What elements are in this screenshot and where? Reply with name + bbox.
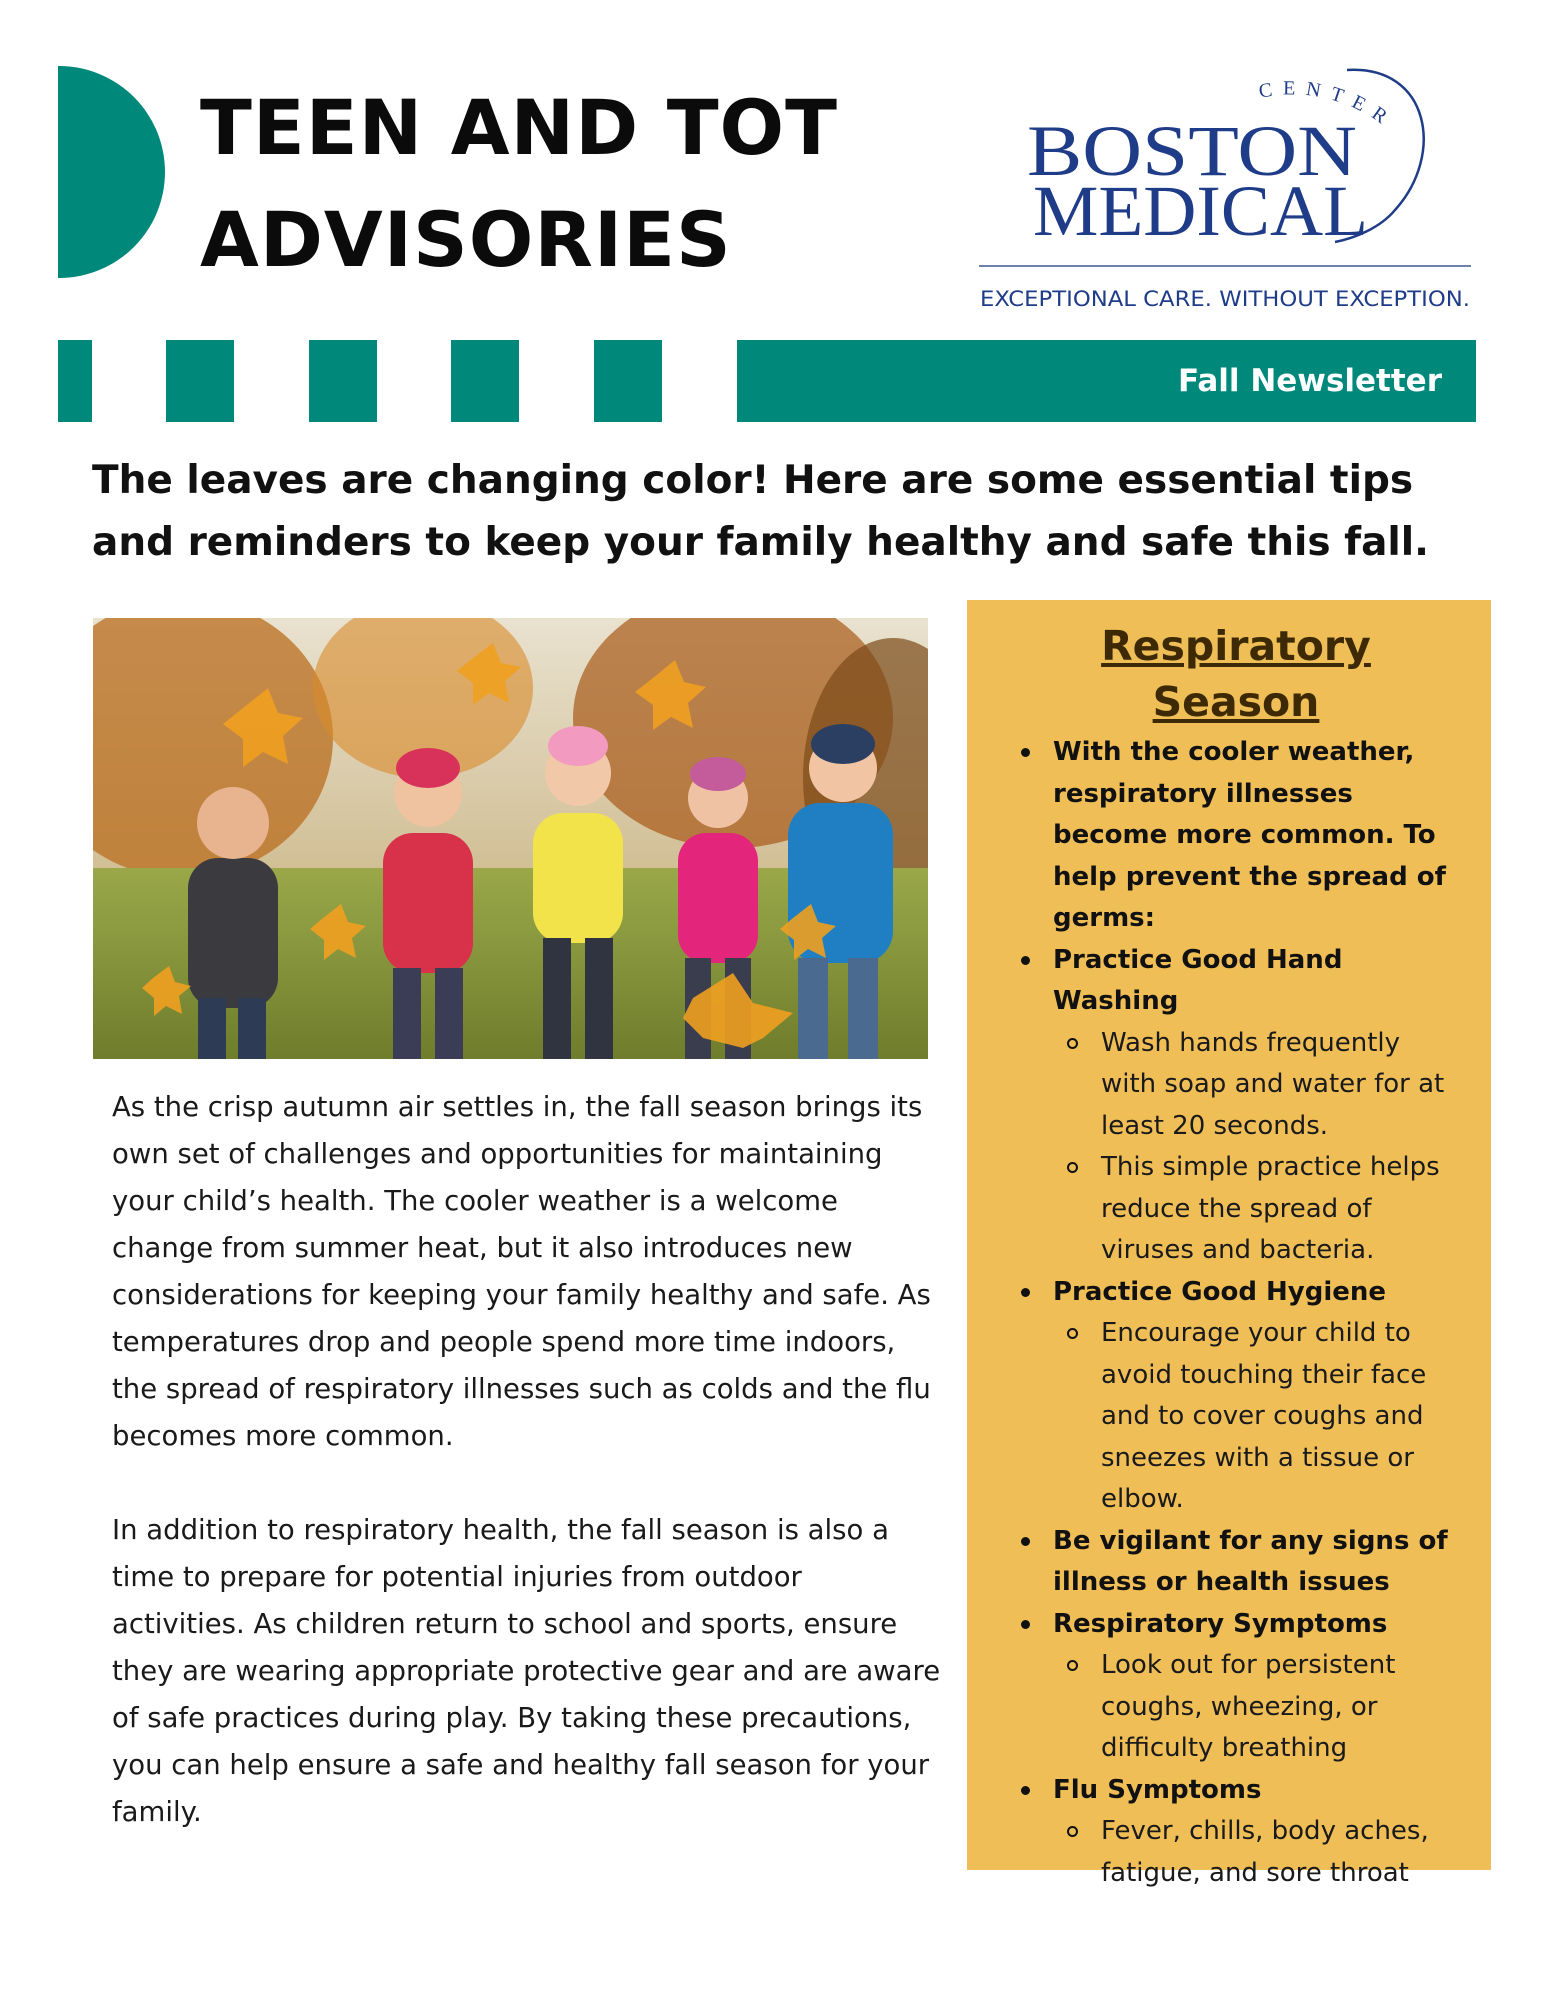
intro-heading: The leaves are changing color! Here are some essential tips and reminders to keep your family healthy and safe this fall. [92, 458, 1429, 565]
newsletter-banner [737, 340, 1476, 422]
logo-line-medical: MEDICAL [1033, 171, 1368, 251]
sidebar-list [1011, 732, 1461, 1894]
sidebar-item: Practice Good Hygiene [1011, 1272, 1461, 1314]
boston-medical-center-logo [975, 60, 1475, 320]
sidebar-item: Flu Symptoms [1011, 1770, 1461, 1812]
article-paragraph-2: In addition to respiratory health, the fall season is also a time to prepare for potential injuries from outdoor activities. As children return to school and sports, ensure they are wearing appropriate protective gear and are aware of safe practices during play. By taking these precautions, you can help ensure a safe and healthy fall season for your family. [112, 1514, 941, 1828]
logo-arc-text: CENTER [1257, 77, 1400, 134]
page-title [200, 72, 900, 296]
stripe-block [309, 340, 377, 422]
sidebar-subitem: Wash hands frequently with soap and water for at least 20 seconds. [1011, 1023, 1461, 1148]
sidebar-item: Respiratory Symptoms [1011, 1604, 1461, 1646]
sidebar-item: Practice Good Hand Washing [1011, 940, 1461, 1023]
children-in-fall-leaves-photo [93, 618, 928, 1059]
sidebar-subitem: Look out for persistent coughs, wheezing, or difficulty breathing [1011, 1645, 1461, 1770]
newsletter-label: Fall Newsletter [1178, 363, 1442, 399]
sidebar-subitem: Fever, chills, body aches, fatigue, and sore throat [1011, 1811, 1461, 1894]
sidebar-item: Be vigilant for any signs of illness or health issues [1011, 1521, 1461, 1604]
article-paragraph-1: As the crisp autumn air settles in, the fall season brings its own set of challenges and opportunities for maintaining your child’s health. The cooler weather is a welcome change from summer heat, but it also introduces new considerations for keeping your family healthy and safe. As temperatures drop and people spend more time indoors, the spread of respiratory illnesses such as colds and the flu becomes more common. [112, 1091, 931, 1452]
sidebar-heading: Respiratory Season [1101, 622, 1371, 726]
logo-line-boston: BOSTON [1027, 111, 1357, 191]
page-title-line-2: ADVISORIES [200, 195, 732, 284]
sidebar-subitem: Encourage your child to avoid touching their face and to cover coughs and sneezes with a tissue or elbow. [1011, 1313, 1461, 1521]
sidebar-subitem: This simple practice helps reduce the spread of viruses and bacteria. [1011, 1147, 1461, 1272]
stripe-block [58, 340, 92, 422]
stripe-block [166, 340, 234, 422]
stripe-block [594, 340, 662, 422]
respiratory-season-sidebar [967, 600, 1491, 1888]
logo-tagline: EXCEPTIONAL CARE. WITHOUT EXCEPTION. [980, 287, 1470, 311]
article-body [112, 1084, 942, 1836]
sidebar-item: With the cooler weather, respiratory illnesses become more common. To help prevent the spread of germs: [1011, 732, 1461, 940]
teal-half-circle-decoration [58, 66, 165, 278]
page-title-line-1: TEEN AND TOT [200, 83, 838, 172]
stripe-block [451, 340, 519, 422]
